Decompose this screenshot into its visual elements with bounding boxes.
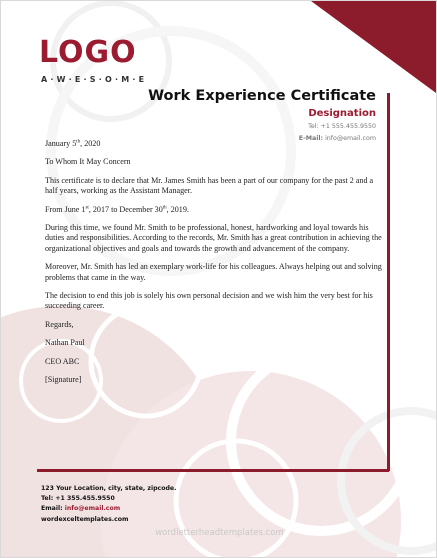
- period-end: , 2017 to December 30: [88, 204, 163, 214]
- date-year: , 2020: [80, 139, 101, 148]
- signer-title: CEO ABC: [45, 356, 80, 366]
- paragraph-1: This certificate is to declare that Mr. James Smith has been a part of our company for the past 2 and a half years, working as the Assistant Manager.: [45, 175, 374, 196]
- period-end-suffix: th: [162, 204, 167, 210]
- period-start-suffix: st: [85, 204, 89, 210]
- header-tel-value: +1 555.455.9550: [320, 123, 376, 130]
- date-text: January 5: [45, 139, 77, 148]
- header-tel-label: Tel:: [308, 123, 319, 130]
- header-email-label: E-Mail:: [298, 135, 324, 142]
- closing: Regards,: [45, 319, 74, 329]
- footer-email-label: Email:: [41, 505, 63, 513]
- frame-horizontal-line: [37, 469, 389, 472]
- date-suffix: th: [76, 139, 81, 145]
- footer-website[interactable]: wordexceltemplates.com: [41, 515, 129, 523]
- designation: Designation: [308, 108, 376, 119]
- footer-contact: [41, 484, 176, 525]
- footer-email-value[interactable]: info@email.com: [64, 505, 121, 513]
- header-block: [148, 87, 376, 145]
- signer-name: Nathan Paul: [45, 338, 85, 348]
- paragraph-3: Moreover, Mr. Smith has led an exemplary work-life for his colleagues. Always helping out and solving problems that came in the way.: [45, 262, 382, 282]
- period-start: From June 1: [45, 204, 86, 214]
- paragraph-2: During this time, we found Mr. Smith to be professional, honest, hardworking and loyal towards his duties and responsibilities. According to the records, Mr. Smith has a great contribution in achieving the organizational objectives and goals and towards the growth and advancement of the company.: [45, 223, 382, 253]
- logo-text: LOGO: [39, 35, 137, 70]
- header-tel: [148, 121, 376, 133]
- footer-email: [41, 504, 176, 514]
- header-email-value: info@email.com: [325, 135, 376, 142]
- footer-tel-label: Tel:: [41, 495, 54, 503]
- letter-body: [45, 139, 387, 394]
- employment-period: [45, 205, 387, 215]
- salutation: To Whom It May Concern: [45, 157, 131, 167]
- watermark-text: wordletterheadtemplates.com: [155, 528, 284, 538]
- period-year: , 2019.: [166, 204, 189, 214]
- paragraph-4: The decision to end this job is solely his own personal decision and we wish him the very best for his succeeding career.: [45, 291, 373, 311]
- footer-tel-value: +1 355.455.9550: [55, 495, 115, 503]
- footer-address: 123 Your Location, city, state, zipcode.: [41, 485, 177, 492]
- logo-tagline: A·W·E·S·O·M·E: [41, 75, 148, 84]
- company-logo: [39, 37, 147, 84]
- signature-placeholder: [Signature]: [45, 375, 82, 385]
- corner-triangle-accent: [311, 1, 436, 93]
- letter-date: [45, 139, 387, 149]
- document-title: Work Experience Certificate: [148, 88, 376, 104]
- frame-vertical-line: [387, 93, 390, 471]
- footer-tel: [41, 494, 176, 504]
